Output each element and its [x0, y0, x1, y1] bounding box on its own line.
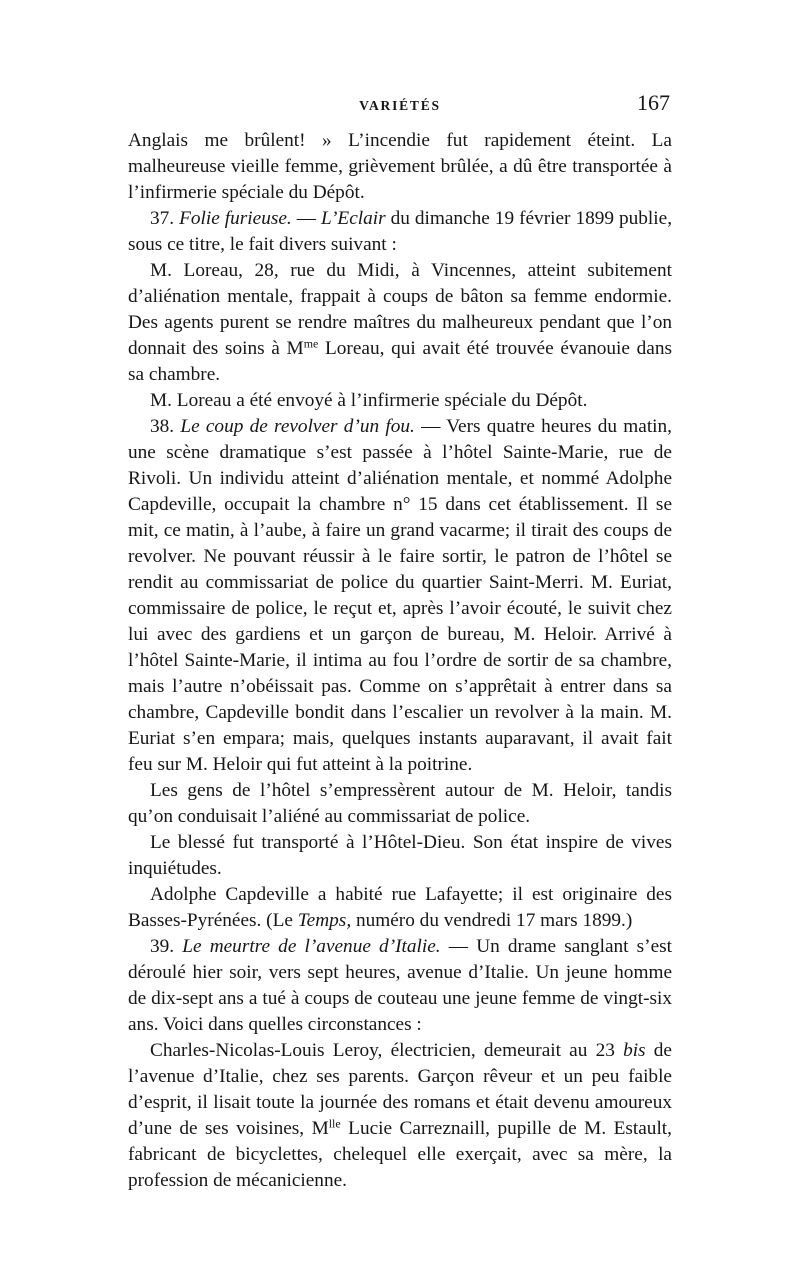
superscript: me — [303, 336, 319, 351]
paragraph-text: M. Loreau a été envoyé à l’infirmerie spéciale du Dépôt. — [150, 390, 588, 411]
paragraph-text: Anglais me brûlent! » L’incendie fut rapidement éteint. La malheureuse vieille femme, grièvement brûlée, a dû être transportée à l’infirmerie spéciale du Dépôt. — [128, 130, 672, 203]
paragraph-text: numéro du vendredi 17 mars 1899.) — [351, 910, 633, 931]
paragraph-item-37 — [128, 206, 672, 258]
item-title: Folie furieuse. — [179, 208, 292, 229]
paragraph — [128, 778, 672, 830]
source-title: L’Eclair — [320, 208, 386, 229]
paragraph — [128, 388, 672, 414]
paragraph-text: Loreau, qui avait été trouvée évanouie dans sa chambre. — [128, 338, 672, 385]
item-number: 39. — [150, 936, 183, 957]
paragraph-text: de l’avenue d’Italie, chez ses parents. Garçon rêveur et un peu faible d’esprit, il lisait toute la journée des romans et était devenu amoureux d’une de ses voisines, M — [128, 1040, 672, 1139]
paragraph — [128, 1038, 672, 1194]
paragraph — [128, 882, 672, 934]
paragraph — [128, 258, 672, 388]
paragraph-item-39 — [128, 934, 672, 1038]
page-header — [128, 88, 672, 128]
paragraph-text: Charles-Nicolas-Louis Leroy, électricien, demeurait au 23 — [150, 1040, 624, 1061]
page-number: 167 — [637, 90, 670, 115]
item-title: Le coup de revolver d’un fou. — [180, 416, 415, 437]
paragraph-text: Les gens de l’hôtel s’empressèrent autour de M. Heloir, tandis qu’on conduisait l’aliéné au commissariat de police. — [128, 780, 672, 827]
body-text — [128, 128, 672, 1194]
superscript: lle — [328, 1116, 341, 1131]
paragraph-text: Lucie Carreznaill, pupille de M. Estault, fabricant de bicyclettes, chelequel elle exerçait, avec sa mère, la profession de mécanicienne. — [128, 1118, 672, 1191]
book-page — [128, 88, 672, 1194]
paragraph-text: — Un drame sanglant s’est déroulé hier soir, vers sept heures, avenue d’Italie. Un jeune homme de dix-sept ans a tué à coups de couteau une jeune femme de vingt-six ans. Voici dans quelles circonstances : — [128, 936, 672, 1035]
paragraph-continuation — [128, 128, 672, 206]
running-head: VARIÉTÉS — [359, 98, 441, 113]
paragraph-text: Le blessé fut transporté à l’Hôtel-Dieu. Son état inspire de vives inquiétudes. — [128, 832, 672, 879]
item-number: 38. — [150, 416, 181, 437]
item-title: Le meurtre de l’avenue d’Italie. — [182, 936, 441, 957]
paragraph-text: M. Loreau, 28, rue du Midi, à Vincennes, atteint subitement d’aliénation mentale, frappait à coups de bâton sa femme endormie. Des agents purent se rendre maîtres du malheureux pendant que l’on donnait des soins à M — [128, 260, 672, 359]
item-number: 37. — [150, 208, 180, 229]
dash: — — [291, 208, 321, 229]
paragraph-text: Adolphe Capdeville a habité rue Lafayette; il est originaire des Basses-Pyrénées. (Le — [128, 884, 672, 931]
paragraph — [128, 830, 672, 882]
source-title: Temps, — [297, 910, 352, 931]
paragraph-item-38 — [128, 414, 672, 778]
paragraph-text: — Vers quatre heures du matin, une scène dramatique s’est passée à l’hôtel Sainte-Marie, rue de Rivoli. Un individu atteint d’aliénation mentale, et nommé Adolphe Capdeville, occupait la chambre n° 15 dans cet établissement. Il se mit, ce matin, à l’aube, à faire un grand vacarme; il tirait des coups de revolver. Ne pouvant réussir à le faire sortir, le patron de l’hôtel se rendit au commissariat de police du quartier Saint-Merri. M. Euriat, commissaire de police, le reçut et, après l’avoir écouté, le suivit chez lui avec des gardiens et un garçon de bureau, M. Heloir. Arrivé à l’hôtel Sainte-Marie, il intima au fou l’ordre de sortir de sa chambre, mais l’autre n’obéissait pas. Comme on s’apprêtait à entrer dans sa chambre, Capdeville bondit dans l’escalier un revolver à la main. M. Euriat s’en empara; mais, quelques instants auparavant, il avait fait feu sur M. Heloir qui fut atteint à la poitrine. — [128, 416, 672, 775]
italic-text: bis — [623, 1040, 646, 1061]
paragraph-text: du dimanche 19 février 1899 publie, sous ce titre, le fait divers suivant : — [128, 208, 673, 255]
